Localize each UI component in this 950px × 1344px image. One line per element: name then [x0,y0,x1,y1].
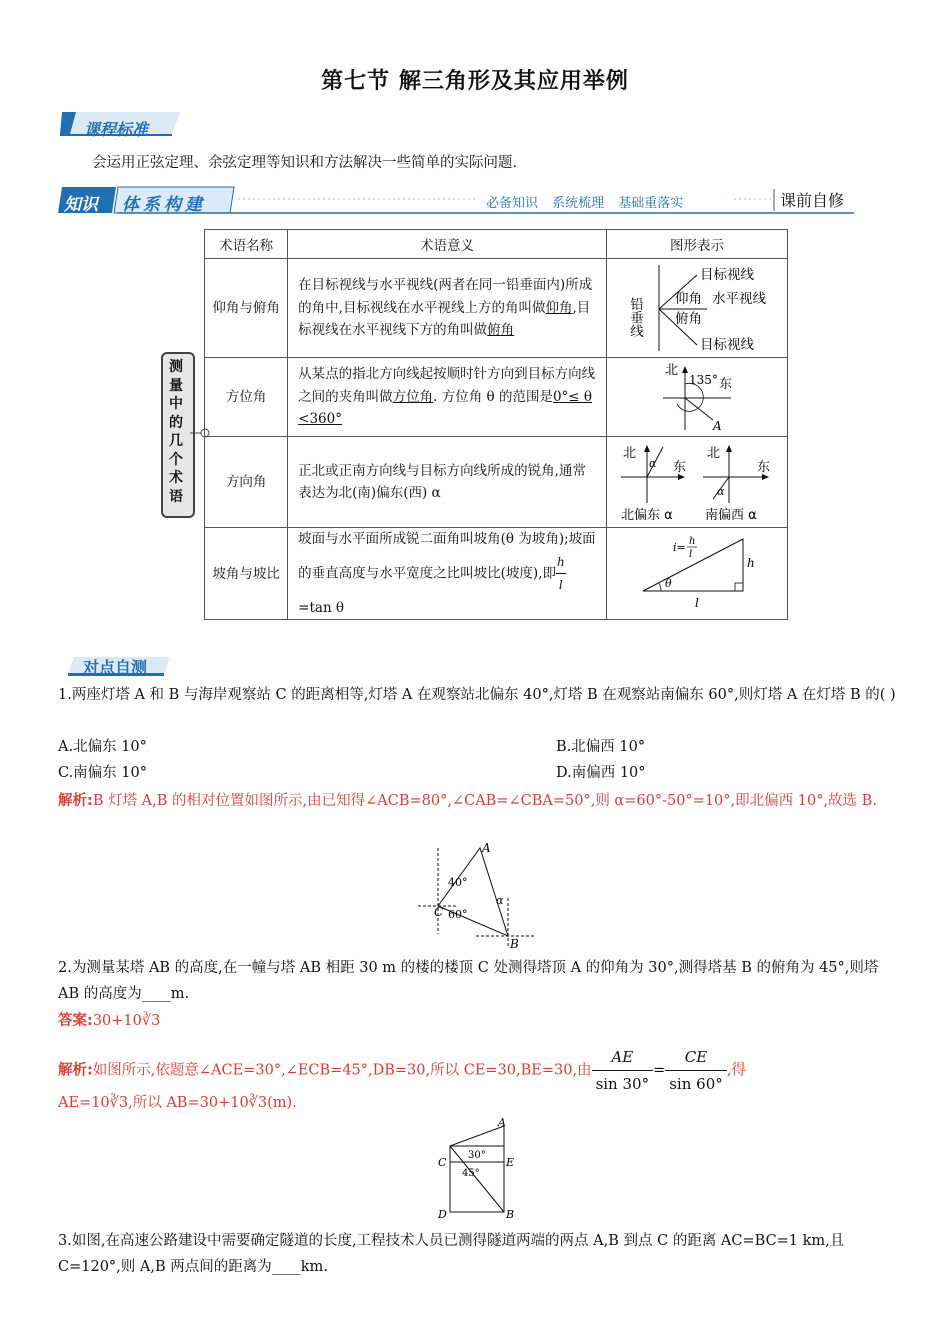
table-row [205,259,788,358]
svg-text:α: α [648,457,657,470]
svg-text:B: B [506,1208,515,1221]
term-name: 方位角 [205,358,288,437]
svg-text:h: h [746,555,755,570]
svg-text:135°: 135° [688,373,718,387]
svg-text:h: h [688,535,696,547]
practice-heading: 对点自测 [83,658,148,677]
svg-text:C: C [434,905,444,919]
knowledge-label-a: 知识 [64,195,98,215]
q2-stem: 2.为测量某塔 AB 的高度,在一幢与塔 AB 相距 30 m 的楼的楼顶 C 处测得塔顶 A 的仰角为 30°,测得塔基 B 的俯角为 45°,则塔 AB 的高度为____m. [58,960,879,1002]
azimuth-diagram [607,358,787,436]
term-meaning: 在目标视线与水平视线(两者在同一铅垂面内)所成的角中,目标视线在水平视线上方的角叫做仰角,目标视线在水平视线下方的角叫做俯角 [288,259,607,358]
standard-heading: 课程标准 [84,120,149,139]
q1-figure [416,840,536,952]
q1-stem: 1.两座灯塔 A 和 B 与海岸观察站 C 的距离相等,灯塔 A 在观察站北偏东 40°,灯塔 B 在观察站南偏东 60°,则灯塔 A 在灯塔 B 的( ) [58,687,896,703]
svg-text:D: D [438,1208,447,1221]
svg-text:目标视线: 目标视线 [699,337,754,353]
q2-analysis: 解析:如图所示,依题意∠ACE=30°,∠ECB=45°,DB=30,所以 CE=30,BE=30,由 $\frac{AE}{\sin 30^\circ}$ = $\frac{CE}{\sin 60^\circ}$ ,得 [58,1044,898,1097]
header-figure: 图形表示 [606,230,787,259]
term-name: 仰角与俯角 [205,259,288,358]
svg-text:60°: 60° [448,908,468,921]
svg-text:C: C [438,1156,447,1169]
svg-text:30°: 30° [468,1150,486,1161]
header-name: 术语名称 [205,230,288,259]
q1-option-b: B.北偏西 10° [556,739,646,755]
standard-body: 会运用正弦定理、余弦定理等知识和方法解决一些简单的实际问题. [92,155,518,171]
knowledge-links: 必备知识 系统梳理 基础重落实 [486,196,684,211]
term-figure [606,358,787,437]
svg-text:α: α [496,894,504,907]
svg-text:北: 北 [706,446,720,461]
svg-text:l: l [688,548,693,560]
q2-analysis-cont: AE=10∛3,所以 AB=30+10∛3(m). [58,1095,297,1111]
table-row [205,358,788,437]
svg-text:l: l [694,595,699,610]
svg-text:A: A [712,419,722,433]
direction-angle-diagram [607,437,787,527]
term-figure [606,259,787,358]
svg-text:B: B [510,937,519,951]
svg-text:铅垂线: 铅垂线 [626,297,643,338]
term-name: 方向角 [205,437,288,528]
terms-table [204,229,788,620]
q2-answer: 答案:30+10∛3 [58,1013,161,1029]
svg-text:东: 东 [756,460,770,475]
table-row [205,528,788,620]
svg-text:i=: i= [672,540,686,554]
svg-text:水平视线: 水平视线 [711,291,766,307]
svg-text:东: 东 [672,460,686,475]
svg-text:45°: 45° [462,1168,480,1179]
svg-text:α: α [716,485,725,498]
page-title: 第七节 解三角形及其应用举例 [321,69,629,94]
term-meaning: 从某点的指北方向线起按顺时针方向到目标方向线之间的夹角叫做方位角. 方位角 θ 的范围是0°≤ θ <360° [288,358,607,437]
svg-text:40°: 40° [448,876,468,889]
term-figure [606,528,787,620]
svg-text:仰角: 仰角 [674,291,702,307]
q1-option-a: A.北偏东 10° [58,739,147,755]
knowledge-label-b: 体系构建 [122,195,206,215]
term-meaning: 坡面与水平面所成锐二面角叫坡角(θ 为坡角);坡面的垂直高度与水平宽度之比叫坡比(坡度),即 $\frac{h}{l}$ =tan θ [288,528,607,620]
svg-text:南偏西 α: 南偏西 α [704,508,757,523]
elevation-depression-diagram [607,259,787,357]
q3-stem: 3.如图,在高速公路建设中需要确定隧道的长度,工程技术人员已测得隧道两端的两点 A,B 到点 C 的距离 AC=BC=1 km,且 C=120°,则 A,B 两点间的距离为____km. [58,1233,845,1275]
svg-text:俯角: 俯角 [674,311,702,327]
term-name: 坡角与坡比 [205,528,288,620]
svg-text:北: 北 [664,363,678,378]
svg-text:θ: θ [664,576,672,590]
table-row [205,437,788,528]
svg-text:E: E [506,1156,515,1169]
q1-option-d: D.南偏西 10° [556,765,646,781]
svg-text:A: A [482,841,491,855]
svg-text:东: 东 [718,377,732,392]
q1-option-c: C.南偏东 10° [58,765,147,781]
term-meaning: 正北或正南方向线与目标方向线所成的锐角,通常表达为北(南)偏东(西) α [288,437,607,528]
side-tab-text: 测量中的几个术语 [169,359,183,505]
q2-figure [432,1116,522,1222]
q1-analysis: 解析:B 灯塔 A,B 的相对位置如图所示,由已知得∠ACB=80°,∠CAB=∠CBA=50°,则 α=60°-50°=10°,即北偏西 10°,故选 B. [58,793,877,809]
svg-text:北: 北 [622,446,636,461]
knowledge-right: 课前自修 [780,191,845,210]
term-figure [606,437,787,528]
slope-diagram [607,531,787,617]
svg-text:目标视线: 目标视线 [699,267,754,283]
svg-text:A: A [498,1116,506,1129]
svg-text:北偏东 α: 北偏东 α [620,508,673,523]
header-meaning: 术语意义 [288,230,607,259]
